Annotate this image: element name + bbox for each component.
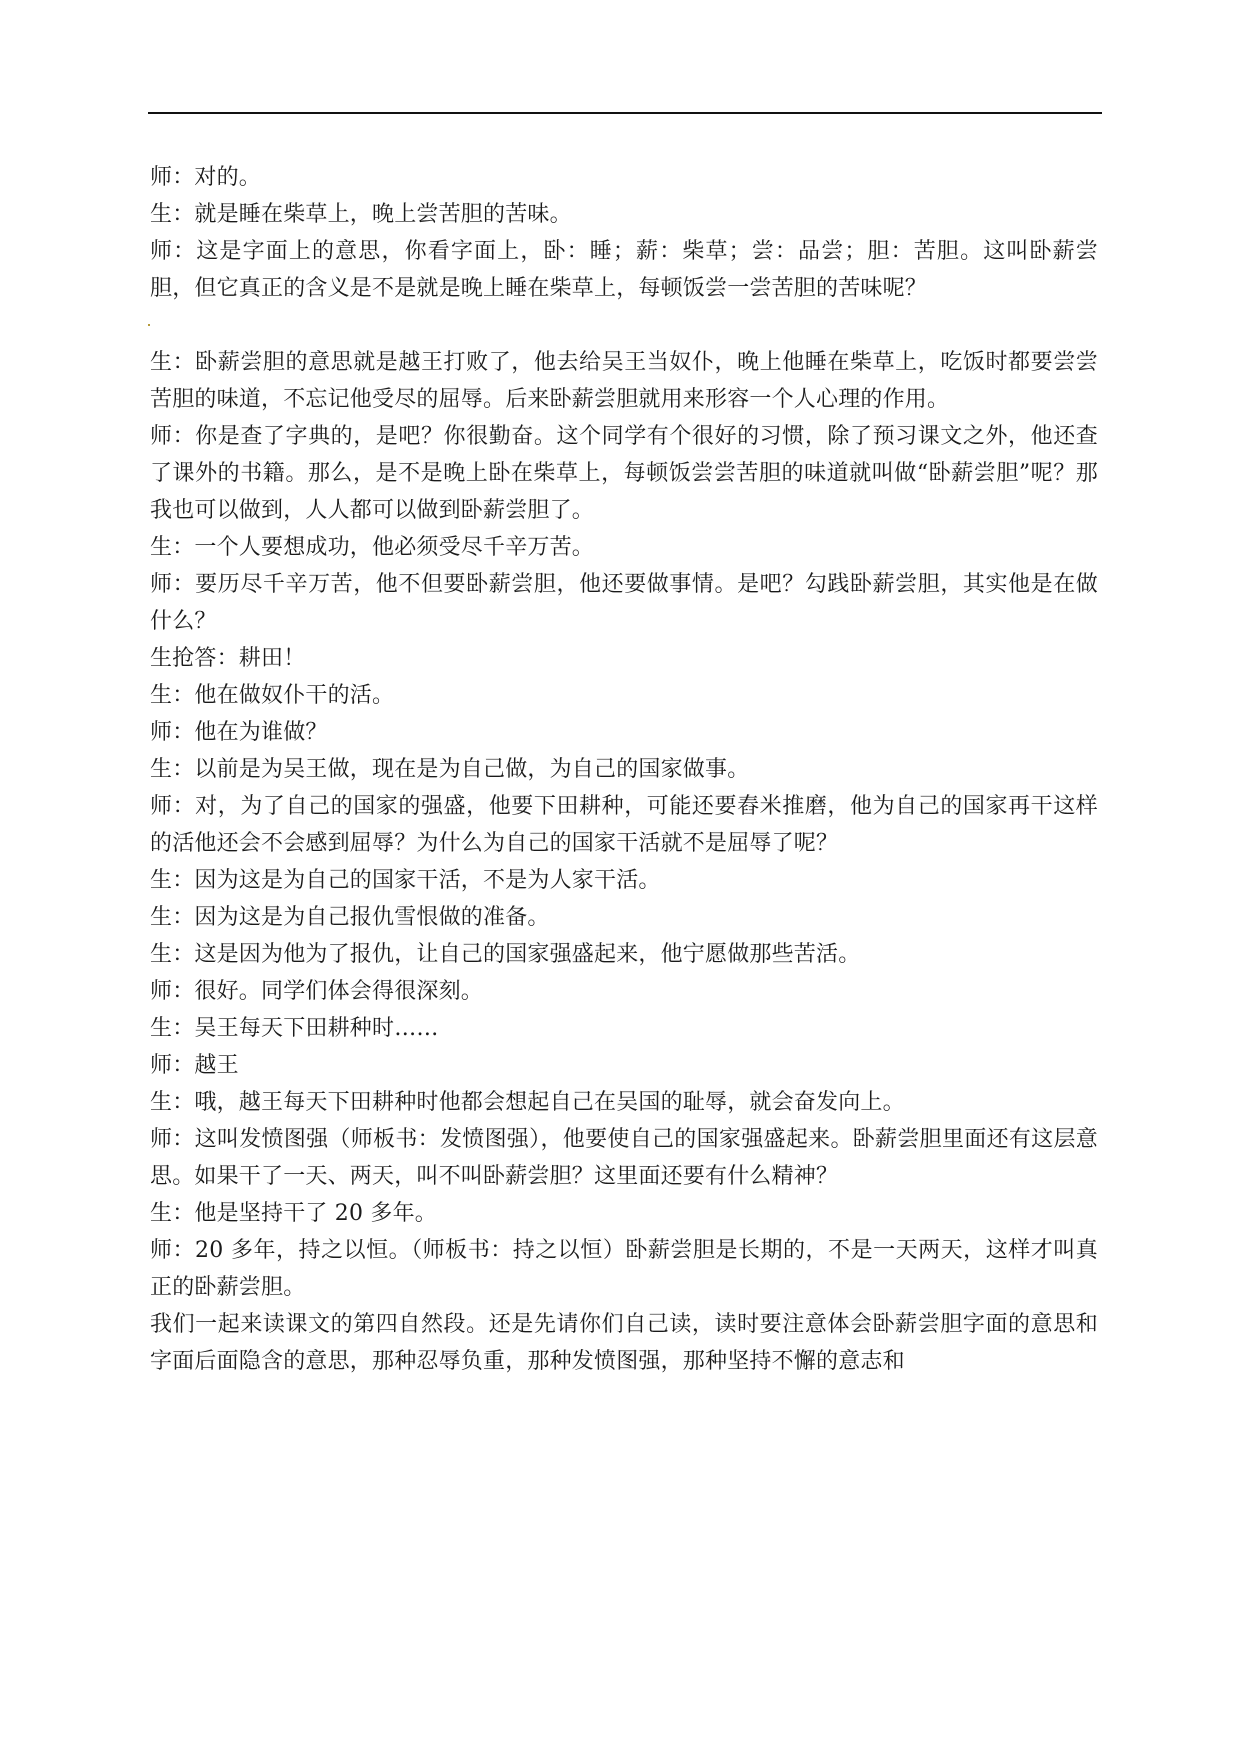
paragraph: 师：对，为了自己的国家的强盛，他要下田耕种，可能还要舂米推磨，他为自己的国家再干这样的活他还会不会感到屈辱？为什么为自己的国家干活就不是屈辱了呢？	[150, 794, 1098, 856]
paragraph: 师：这是字面上的意思，你看字面上，卧：睡；薪：柴草；尝：品尝；胆：苦胆。这叫卧薪尝胆，但它真正的含义是不是就是晚上睡在柴草上，每顿饭尝一尝苦胆的苦味呢？	[150, 239, 1098, 301]
paragraph: 师：这叫发愤图强（师板书：发愤图强），他要使自己的国家强盛起来。卧薪尝胆里面还有这层意思。如果干了一天、两天，叫不叫卧薪尝胆？这里面还要有什么精神？	[150, 1127, 1098, 1189]
paragraph: 师：20 多年，持之以恒。（师板书：持之以恒）卧薪尝胆是长期的，不是一天两天，这样才叫真正的卧薪尝胆。	[150, 1238, 1098, 1300]
paragraph: 生：他是坚持干了 20 多年。	[150, 1201, 437, 1226]
paragraph: 师：要历尽千辛万苦，他不但要卧薪尝胆，他还要做事情。是吧？勾践卧薪尝胆，其实他是在做什么？	[150, 572, 1098, 634]
paragraph: 师：很好。同学们体会得很深刻。	[150, 979, 484, 1004]
paragraph: 师：越王	[150, 1053, 239, 1078]
paragraph: 生：以前是为吴王做，现在是为自己做，为自己的国家做事。	[150, 757, 750, 782]
paragraph: 生抢答：耕田！	[150, 646, 306, 671]
document-body	[150, 159, 1098, 1380]
paragraph: 生：这是因为他为了报仇，让自己的国家强盛起来，他宁愿做那些苦活。	[150, 942, 861, 967]
paragraph: 生：因为这是为自己的国家干活，不是为人家干活。	[150, 868, 661, 893]
paragraph: 生：他在做奴仆干的活。	[150, 683, 395, 708]
paragraph: 生：因为这是为自己报仇雪恨做的准备。	[150, 905, 550, 930]
paragraph: 师：他在为谁做？	[150, 720, 328, 745]
paragraph: 师：对的。	[150, 165, 262, 190]
paragraph: 生：卧薪尝胆的意思就是越王打败了，他去给吴王当奴仆，晚上他睡在柴草上，吃饭时都要尝尝苦胆的味道，不忘记他受尽的屈辱。后来卧薪尝胆就用来形容一个人心理的作用。	[150, 350, 1098, 412]
paragraph: 生：吴王每天下田耕种时……	[150, 1016, 439, 1041]
paragraph: 生：哦，越王每天下田耕种时他都会想起自己在吴国的耻辱，就会奋发向上。	[150, 1090, 905, 1115]
paragraph: 生：就是睡在柴草上，晚上尝苦胆的苦味。	[150, 202, 572, 227]
paragraph: 生：一个人要想成功，他必须受尽千辛万苦。	[150, 535, 595, 560]
stray-mark	[148, 324, 150, 326]
header-rule	[148, 112, 1102, 114]
paragraph: 师：你是查了字典的，是吧？你很勤奋。这个同学有个很好的习惯，除了预习课文之外，他还查了课外的书籍。那么，是不是晚上卧在柴草上，每顿饭尝尝苦胆的味道就叫做“卧薪尝胆”呢？那我也可以做到，人人都可以做到卧薪尝胆了。	[150, 424, 1098, 523]
paragraph: 我们一起来读课文的第四自然段。还是先请你们自己读，读时要注意体会卧薪尝胆字面的意思和字面后面隐含的意思，那种忍辱负重，那种发愤图强，那种坚持不懈的意志和	[150, 1312, 1098, 1374]
